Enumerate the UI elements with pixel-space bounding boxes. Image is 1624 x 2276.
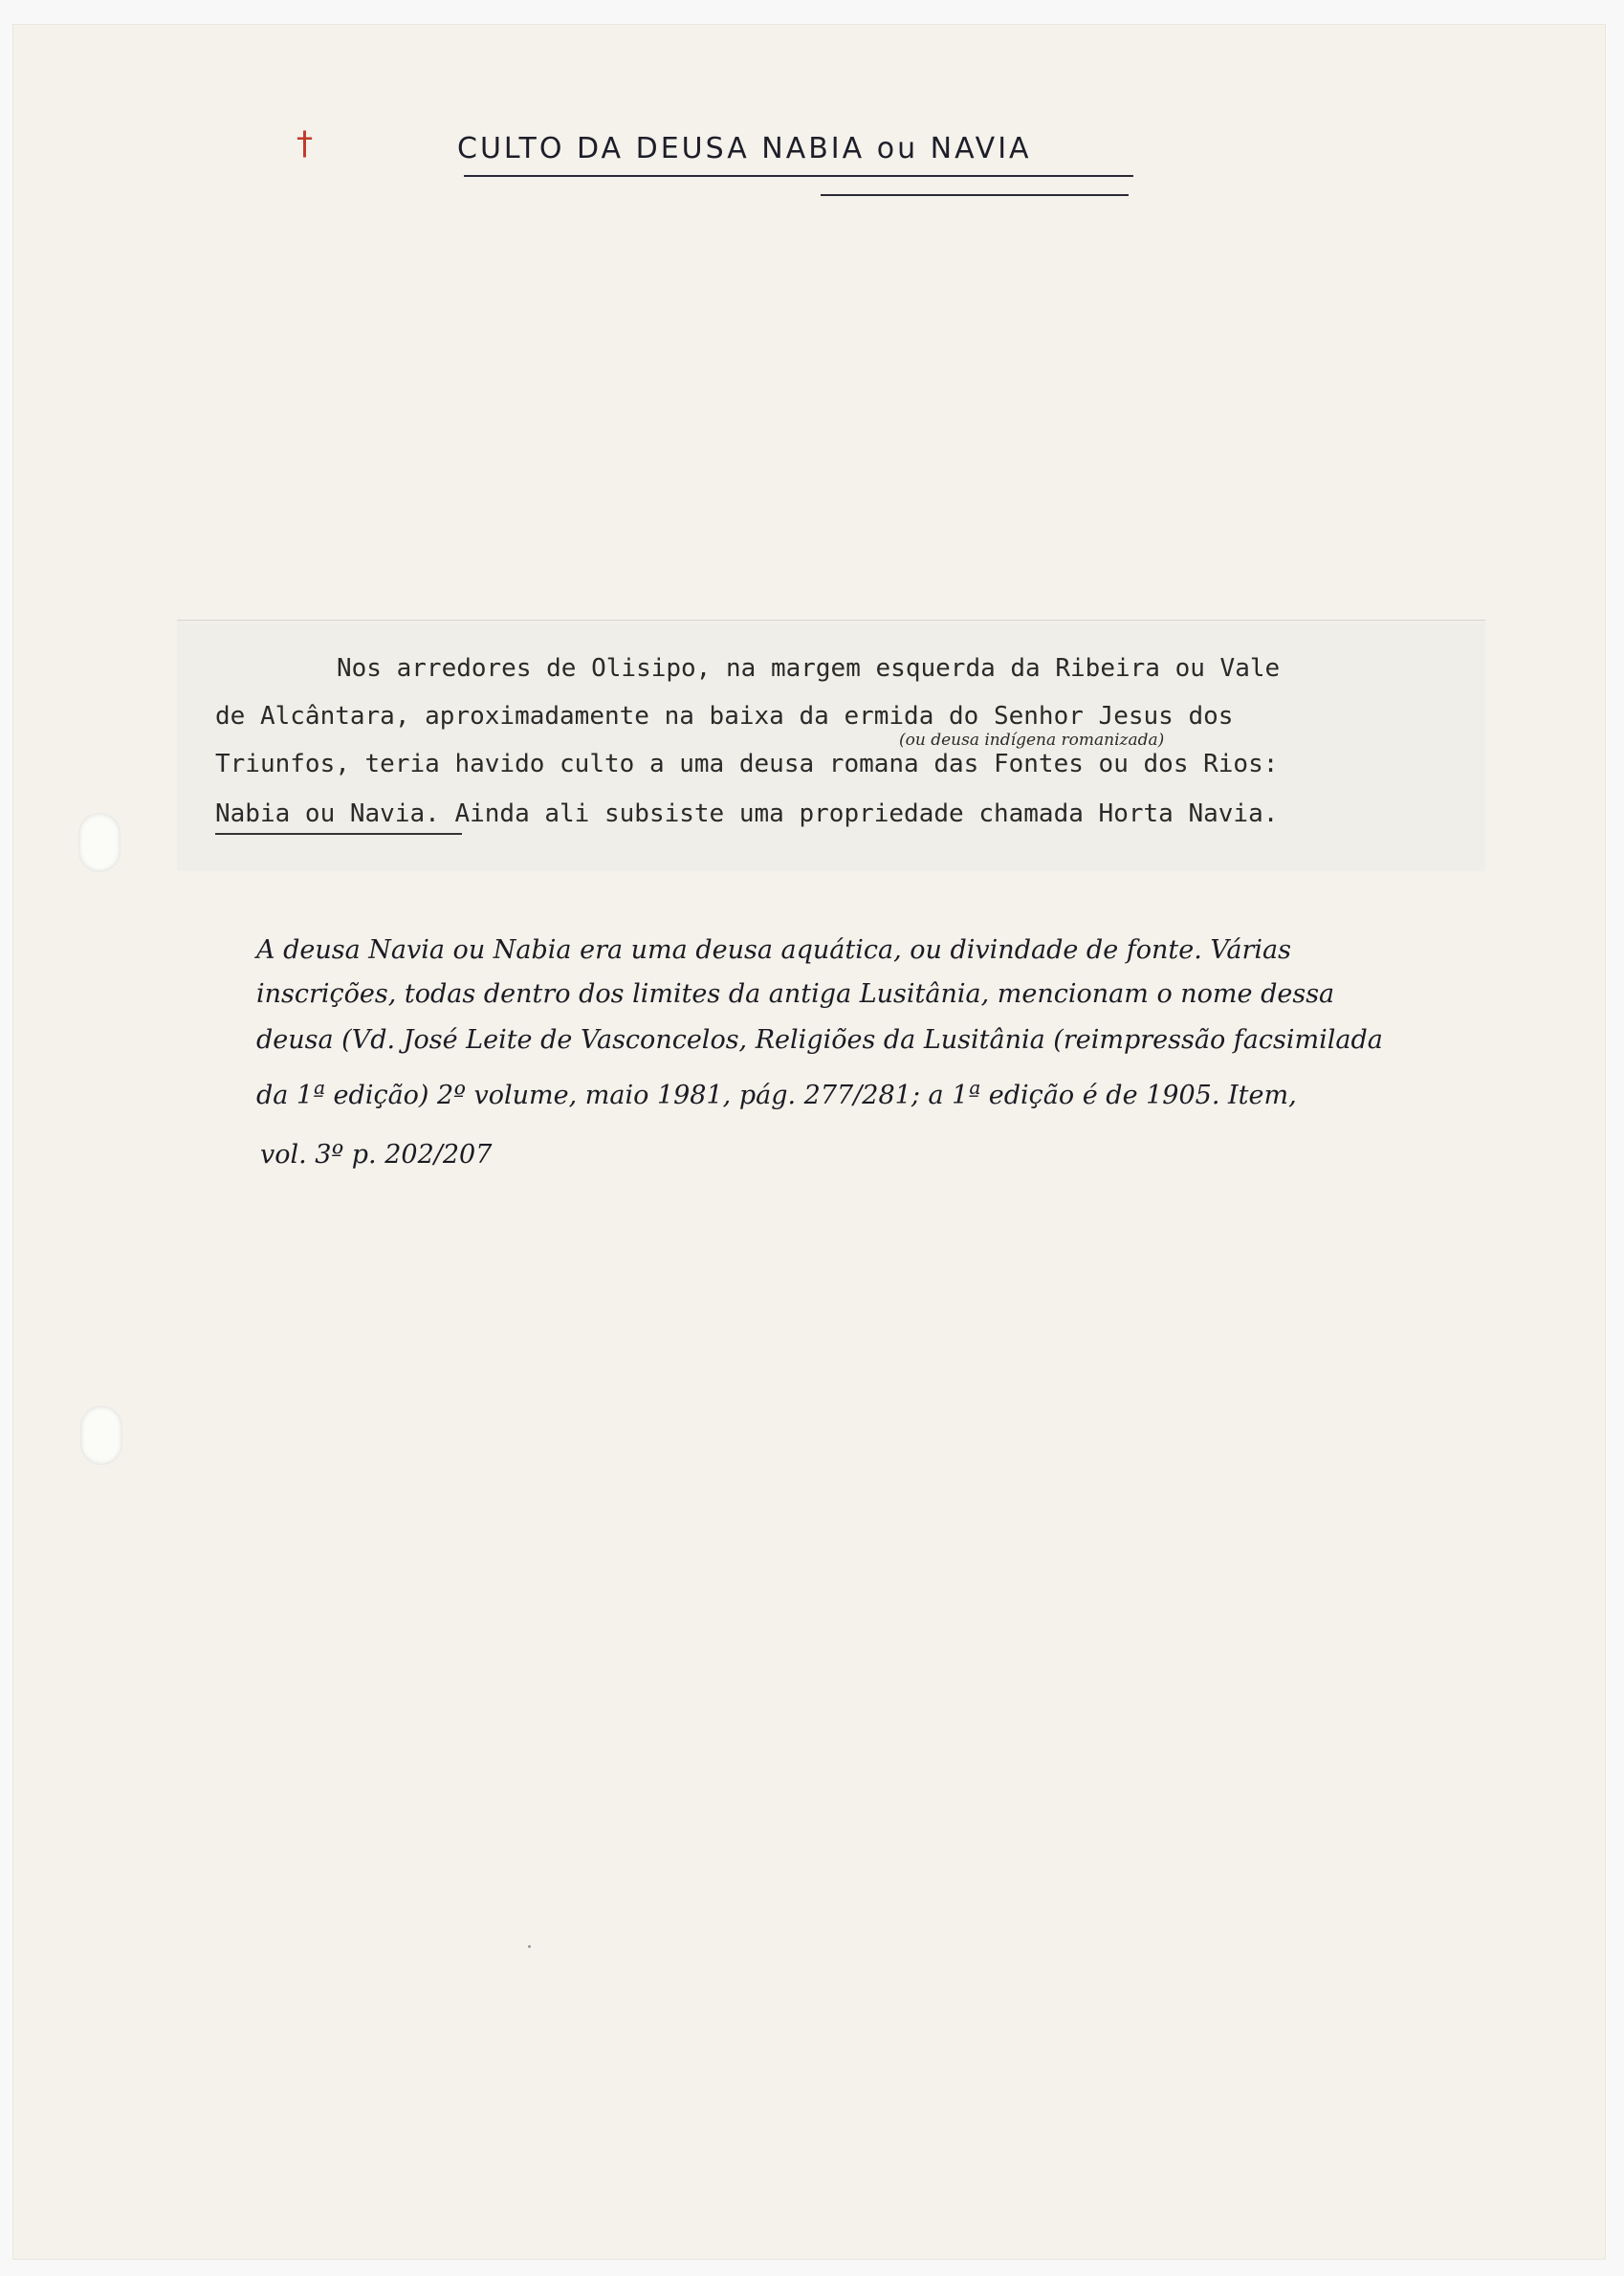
typed-line: Triunfos, teria havido culto a uma deusa romana das Fontes ou dos Rios: <box>215 750 1279 778</box>
cross-mark: † <box>296 124 313 163</box>
handwritten-line: inscrições, todas dentro dos limites da antiga Lusitânia, mencionam o nome dessa <box>256 979 1335 1009</box>
punch-hole <box>80 1406 122 1465</box>
punch-hole <box>78 813 121 872</box>
handwritten-line: deusa (Vd. José Leite de Vasconcelos, Religiões da Lusitânia (reimpressão facsimilada <box>256 1025 1383 1055</box>
typed-line: Nabia ou Navia. Ainda ali subsiste uma propriedade chamada Horta Navia. <box>215 799 1279 828</box>
title-underline <box>464 175 1133 177</box>
handwritten-line: A deusa Navia ou Nabia era uma deusa aquática, ou divindade de fonte. Várias <box>256 935 1292 965</box>
handwritten-line: vol. 3º p. 202/207 <box>260 1140 493 1170</box>
paper-speck <box>528 1945 531 1948</box>
title-underline-double <box>821 194 1129 196</box>
typed-line: Nos arredores de Olisipo, na margem esquerda da Ribeira ou Vale <box>337 654 1281 683</box>
paper-sheet <box>13 25 1605 2259</box>
handwritten-line: da 1ª edição) 2º volume, maio 1981, pág. 277/281; a 1ª edição é de 1905. Item, <box>256 1081 1297 1110</box>
handwritten-insertion: (ou deusa indígena romanizada) <box>899 731 1165 750</box>
typed-line: de Alcântara, aproximadamente na baixa da ermida do Senhor Jesus dos <box>215 702 1234 731</box>
page-title: CULTO DA DEUSA NABIA ou NAVIA <box>457 132 1032 165</box>
nabia-underline <box>215 833 462 835</box>
